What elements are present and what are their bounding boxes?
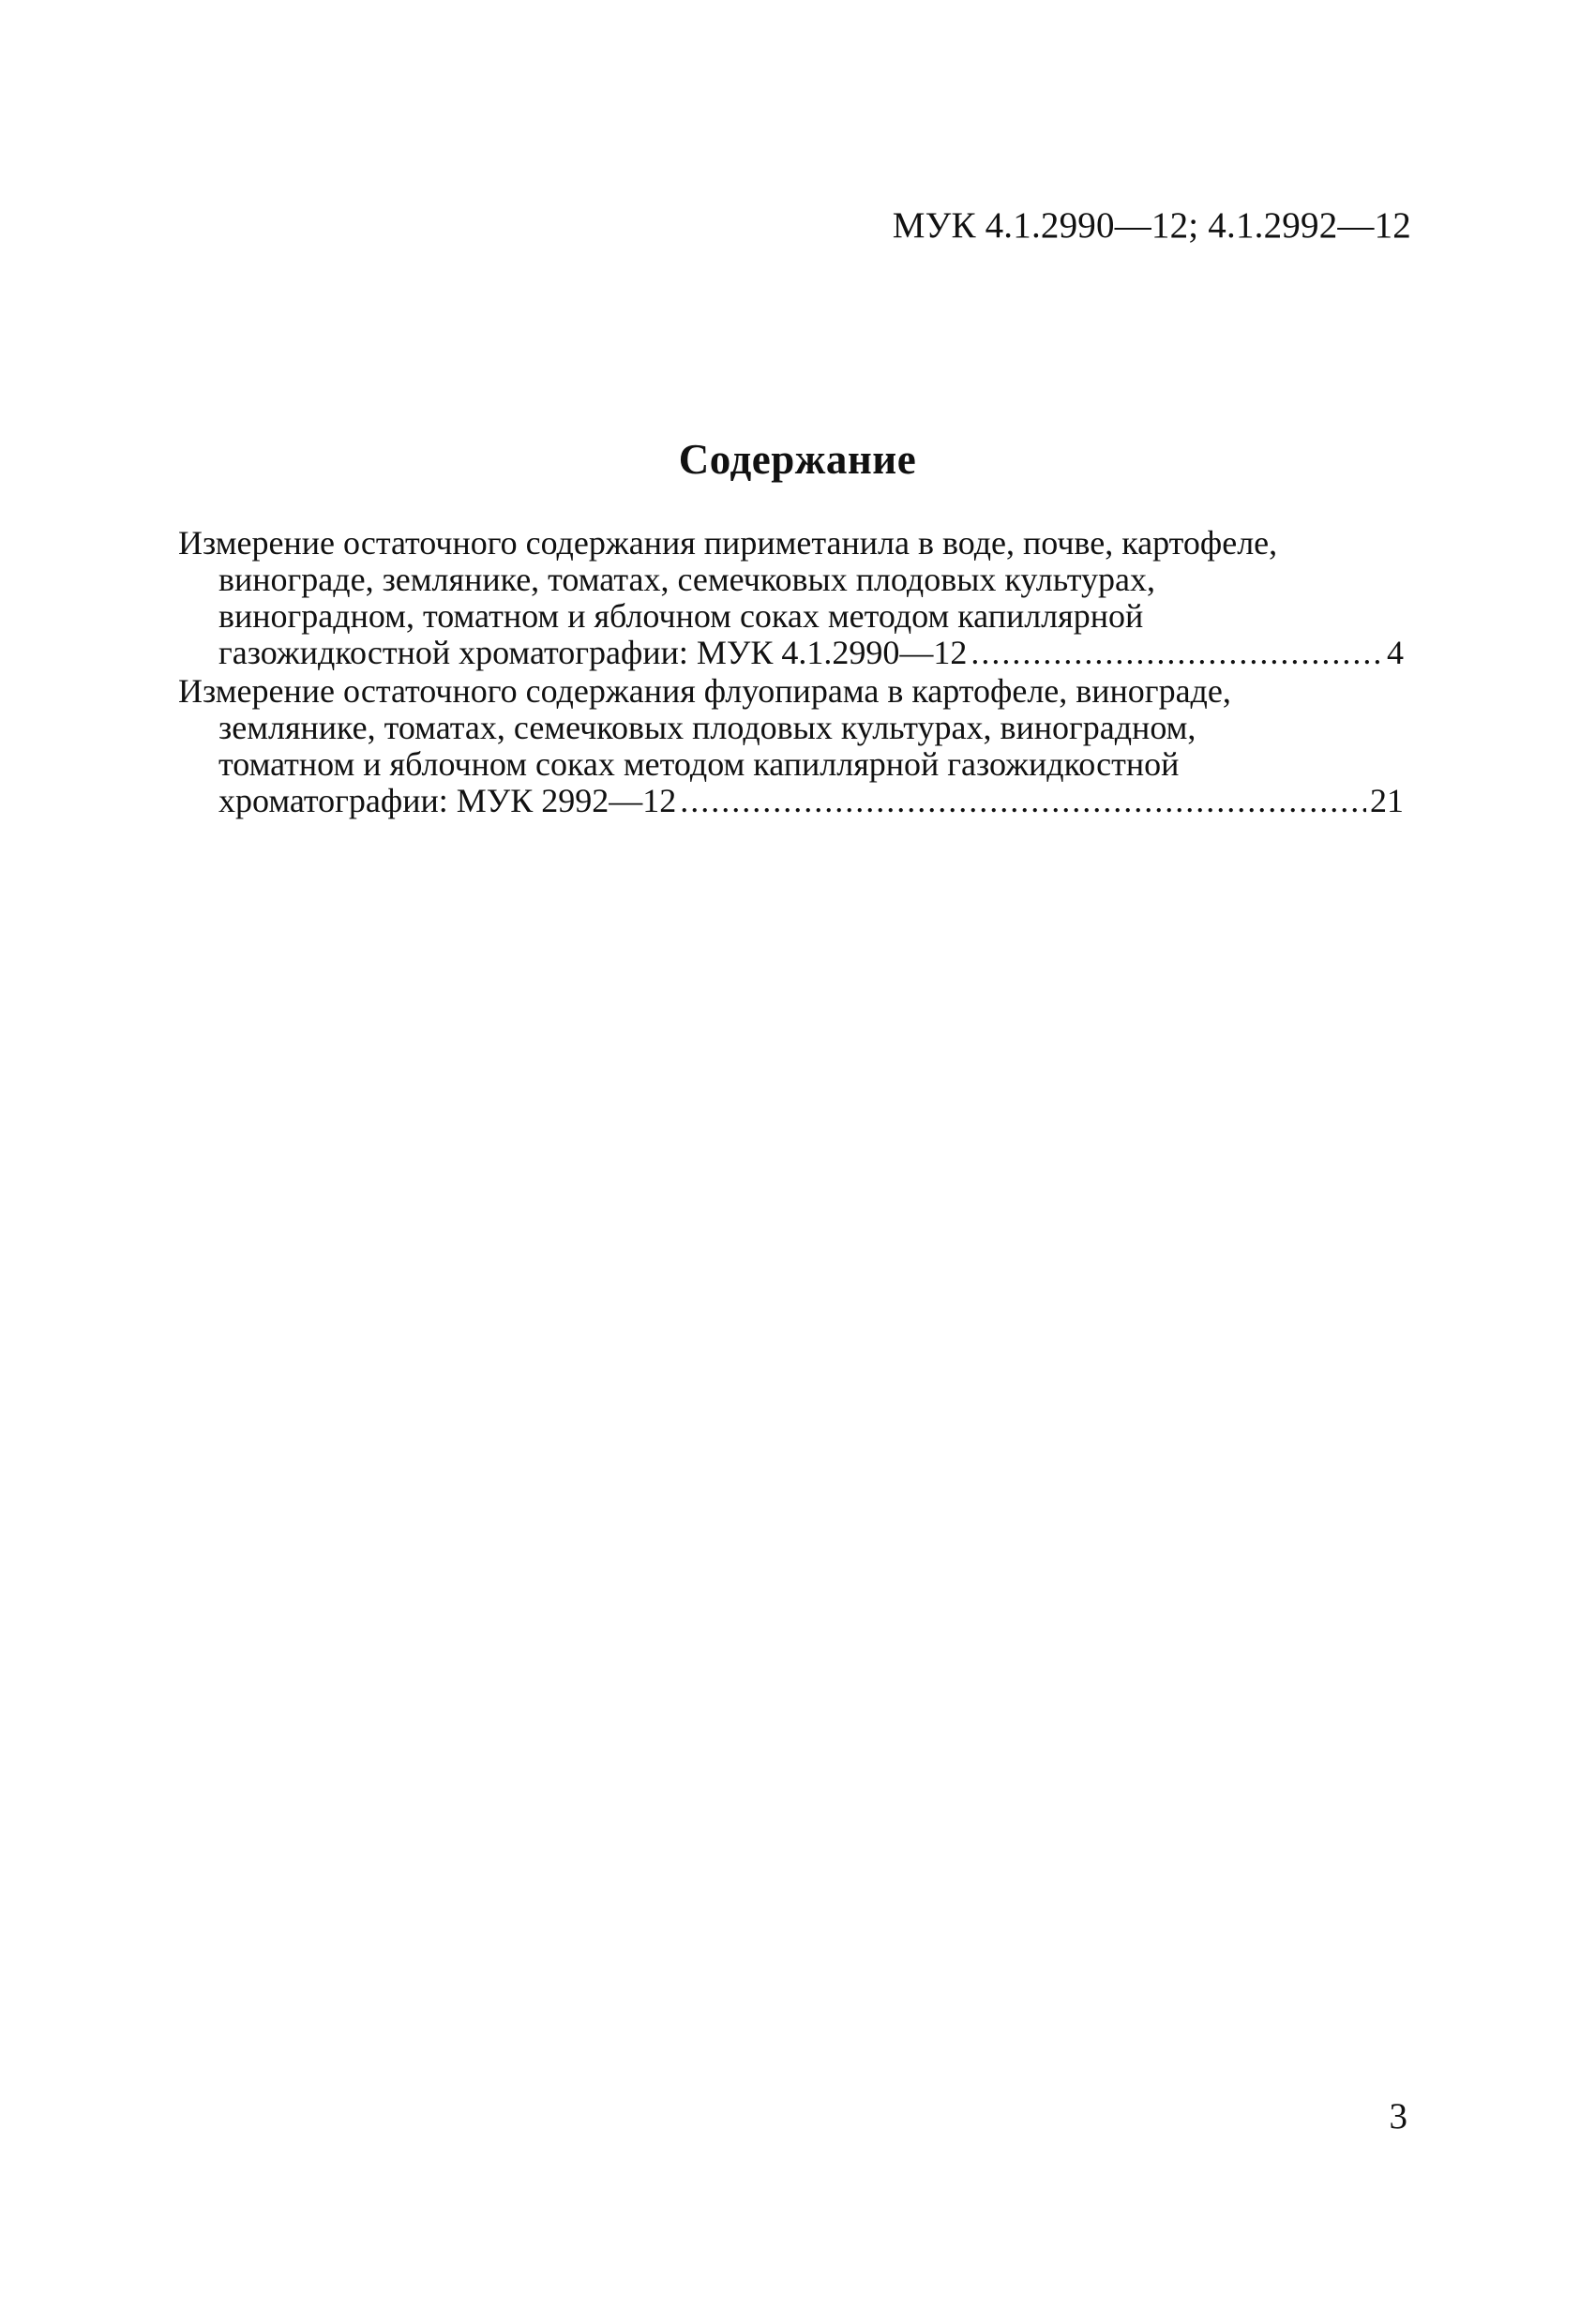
toc-page-number: 4 xyxy=(1387,634,1404,671)
toc-title: Содержание xyxy=(678,436,917,483)
toc-page-number: 21 xyxy=(1370,782,1404,819)
toc-entry-last-line xyxy=(178,635,1404,671)
dot-leader xyxy=(971,635,1383,671)
toc-entry-line: хроматографии: МУК 2992—12 xyxy=(218,782,677,819)
document-code-header: МУК 4.1.2990—12; 4.1.2992—12 xyxy=(892,205,1411,246)
toc-entry-last-line xyxy=(178,783,1404,819)
dot-leader xyxy=(680,783,1366,819)
toc-entry-line: винограде, землянике, томатах, семечковых плодовых культурах, xyxy=(218,561,1156,598)
toc-entry-line: Измерение остаточного содержания пириметанила в воде, почве, картофеле, xyxy=(178,524,1278,562)
toc-entry-line: томатном и яблочном соках методом капиллярной газожидкостной xyxy=(218,745,1180,783)
toc-entry-line: виноградном, томатном и яблочном соках методом капиллярной xyxy=(218,597,1144,635)
table-of-contents xyxy=(178,525,1404,821)
toc-entry-line: землянике, томатах, семечковых плодовых культурах, виноградном, xyxy=(218,709,1196,746)
toc-entry-pyrimethanil[interactable] xyxy=(178,525,1404,671)
toc-entry-line: Измерение остаточного содержания флуопирама в картофеле, винограде, xyxy=(178,672,1231,710)
toc-entry-line: газожидкостной хроматографии: МУК 4.1.2990—12 xyxy=(218,634,968,671)
toc-entry-fluopyram[interactable] xyxy=(178,673,1404,819)
page-number: 3 xyxy=(1389,2096,1407,2137)
